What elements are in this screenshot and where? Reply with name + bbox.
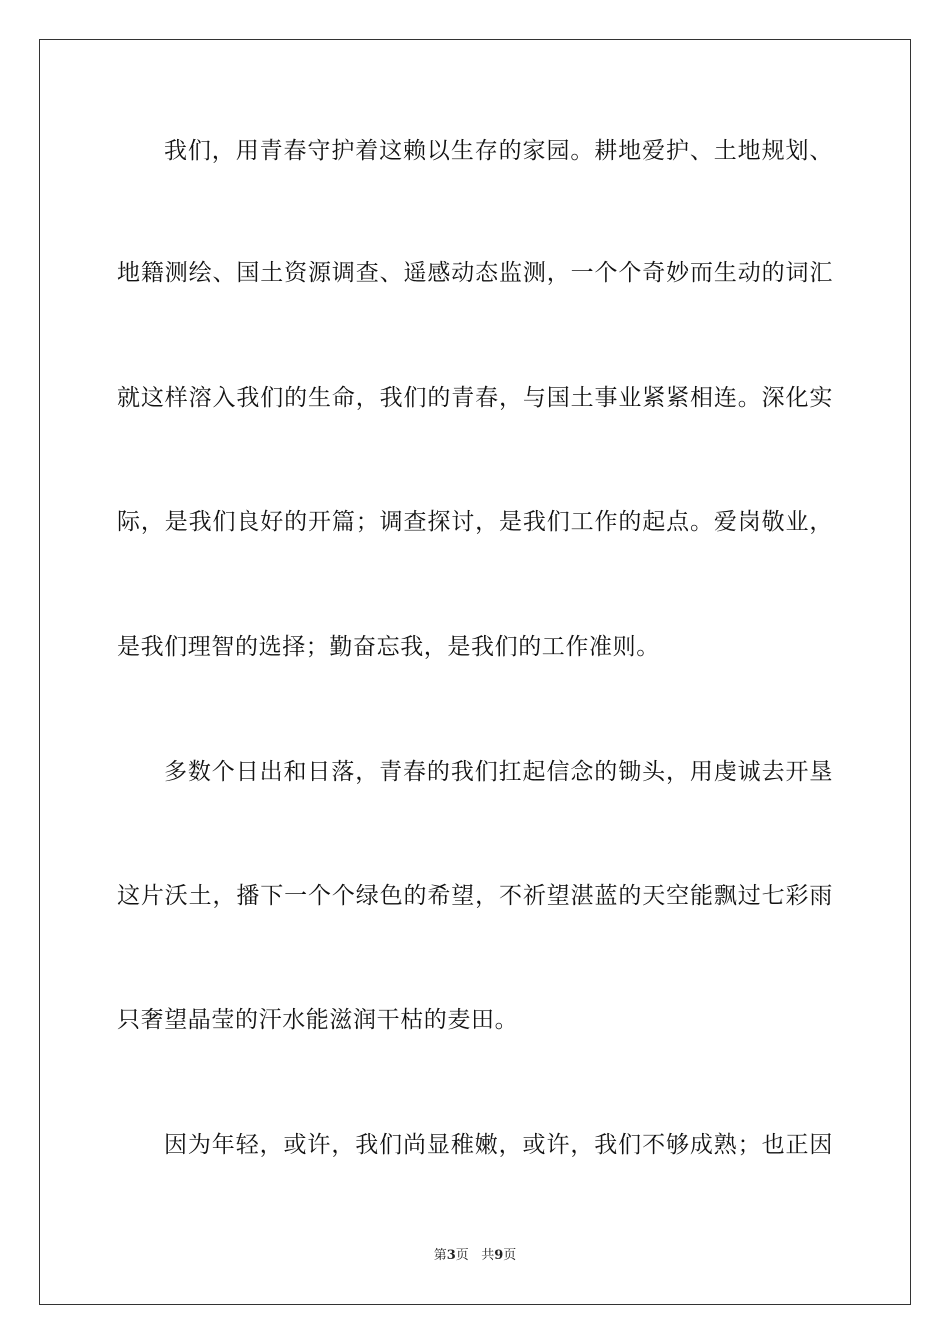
paragraph-2-line-1: 多数个日出和日落，青春的我们扛起信念的锄头，用虔诚去开垦 (164, 759, 833, 785)
paragraph-1-line-2: 地籍测绘、国土资源调查、遥感动态监测，一个个奇妙而生动的词汇 (117, 260, 833, 286)
paragraph-2-line-3: 只奢望晶莹的汗水能滋润干枯的麦田。 (117, 1007, 519, 1033)
footer-page-prefix: 第 (433, 1248, 447, 1263)
footer-page-current: 3 (446, 1248, 456, 1263)
paragraph-1-line-1: 我们，用青春守护着这赖以生存的家园。耕地爱护、土地规划、 (164, 138, 833, 164)
paragraph-2-line-2: 这片沃土，播下一个个绿色的希望，不祈望湛蓝的天空能飘过七彩雨 (117, 883, 833, 909)
footer-total-suffix: 页 (503, 1248, 517, 1263)
footer-total-prefix: 共 (481, 1248, 495, 1263)
footer-page-total: 9 (494, 1248, 504, 1263)
page-frame (39, 39, 911, 1305)
page-footer (0, 1247, 950, 1265)
paragraph-1-line-4: 际，是我们良好的开篇；调查探讨，是我们工作的起点。爱岗敬业， (117, 509, 833, 535)
footer-page-suffix: 页 (455, 1248, 469, 1263)
paragraph-1-line-5: 是我们理智的选择；勤奋忘我，是我们的工作准则。 (117, 634, 660, 660)
paragraph-3-line-1: 因为年轻，或许，我们尚显稚嫩，或许，我们不够成熟；也正因 (164, 1132, 833, 1158)
paragraph-1-line-3: 就这样溶入我们的生命，我们的青春，与国土事业紧紧相连。深化实 (117, 385, 833, 411)
